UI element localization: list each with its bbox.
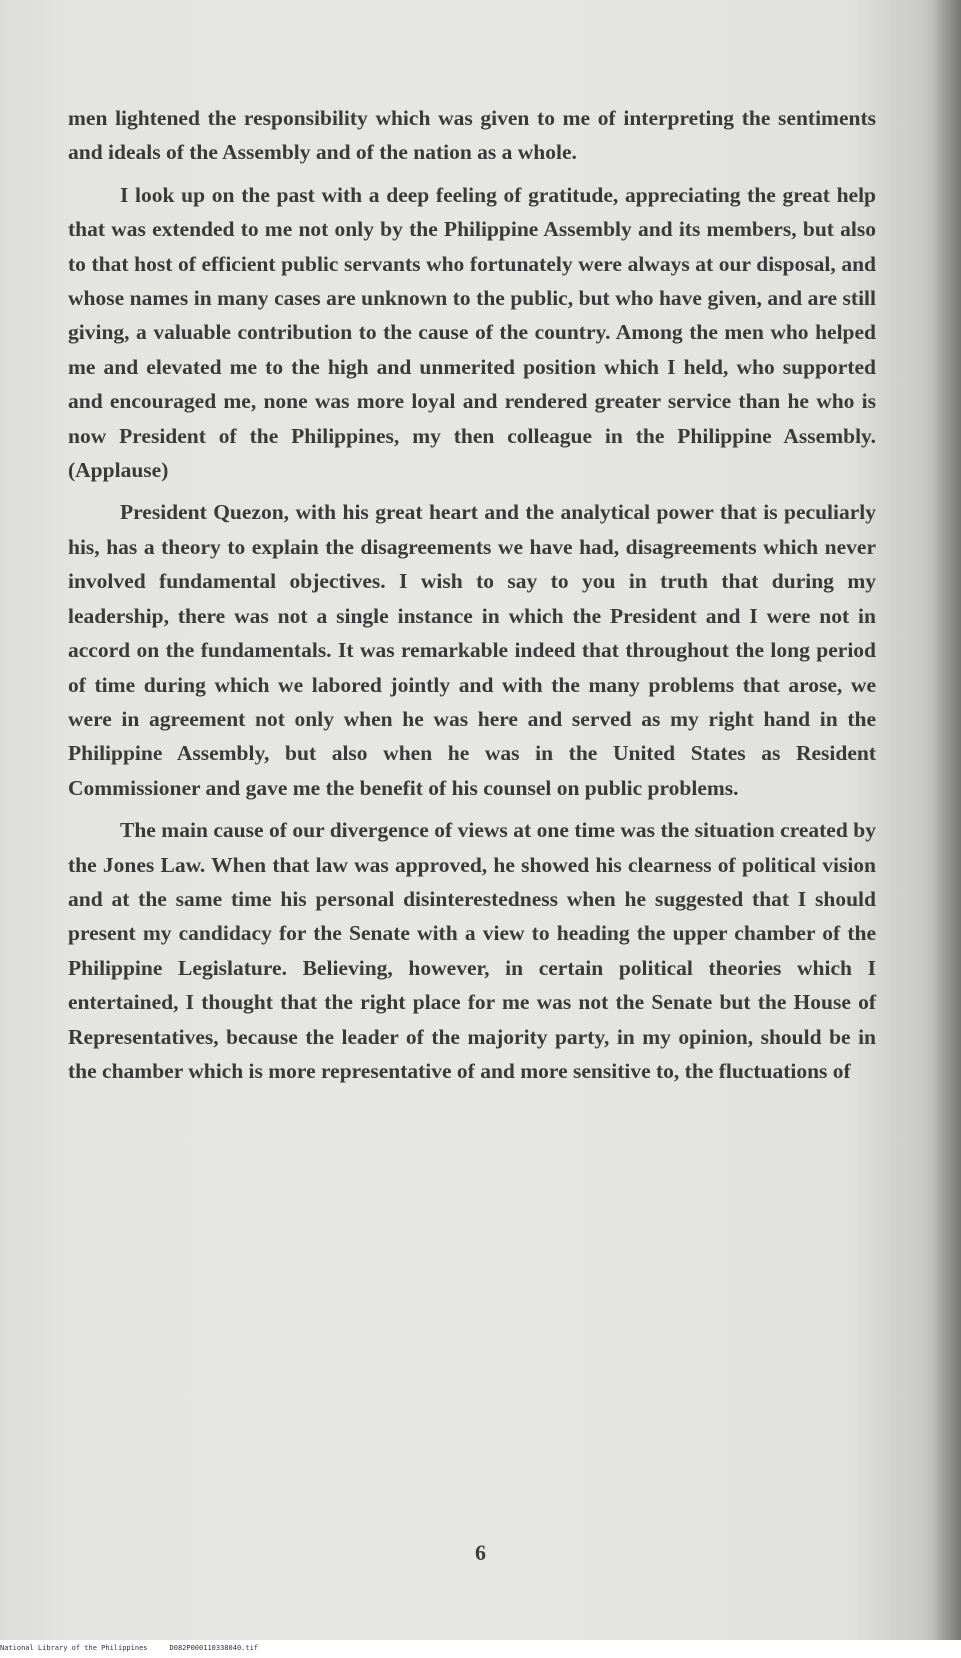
file-id: D082P000110338040.tif <box>169 1644 259 1652</box>
page-number: 6 <box>475 1540 486 1565</box>
paragraph-quezon: President Quezon, with his great heart and the analytical power that is peculiarly his, has a theory to explain the disagreements we have had, disagreements which never involved fundamental objectives. I wish to say to you in truth that during my leadership, there was not a single instance in which the President and I were not in accord on the fundamentals. It was remarkable indeed that throughout the long period of time during which we labored jointly and with the many problems that arose, we were in agreement not only when he was here and served as my right hand in the Philippine Assembly, but also when he was in the United States as Resident Commissioner and gave me the benefit of his counsel on public problems. <box>68 500 876 800</box>
paragraph-jones-law: The main cause of our divergence of views at one time was the situation created by the Jones Law. When that law was approved, he showed his clearness of political vision and at the same time his personal disinterestedness when he suggested that I should present my candidacy for the Senate with a view to heading the upper chamber of the Philippine Legislature. Believing, however, in certain political theories which I entertained, I thought that the right place for me was not the Senate but the House of Representatives, because the leader of the majority party, in my opinion, should be in the chamber which is more representative of and more sensitive to, the fluctuations of <box>68 818 876 1083</box>
paragraph-continuation: men lightened the responsibility which was given to me of interpreting the sentiments and ideals of the Assembly and of the nation as a whole. <box>68 106 876 165</box>
body-text <box>68 101 876 1088</box>
library-credit: National Library of the Philippines <box>0 1644 148 1652</box>
paragraph-gratitude: I look up on the past with a deep feeling of gratitude, appreciating the great help that was extended to me not only by the Philippine Assembly and its members, but also to that host of efficient public servants who fortunately were always at our disposal, and whose names in many cases are unknown to the public, but who have given, and are still giving, a valuable contribution to the cause of the country. Among the men who helped me and elevated me to the high and unmerited position which I held, who supported and encouraged me, none was more loyal and rendered greater service than he who is now President of the Philippines, my then colleague in the Philippine Assembly. (Applause) <box>68 182 876 483</box>
scan-footer-text <box>0 1644 280 1652</box>
